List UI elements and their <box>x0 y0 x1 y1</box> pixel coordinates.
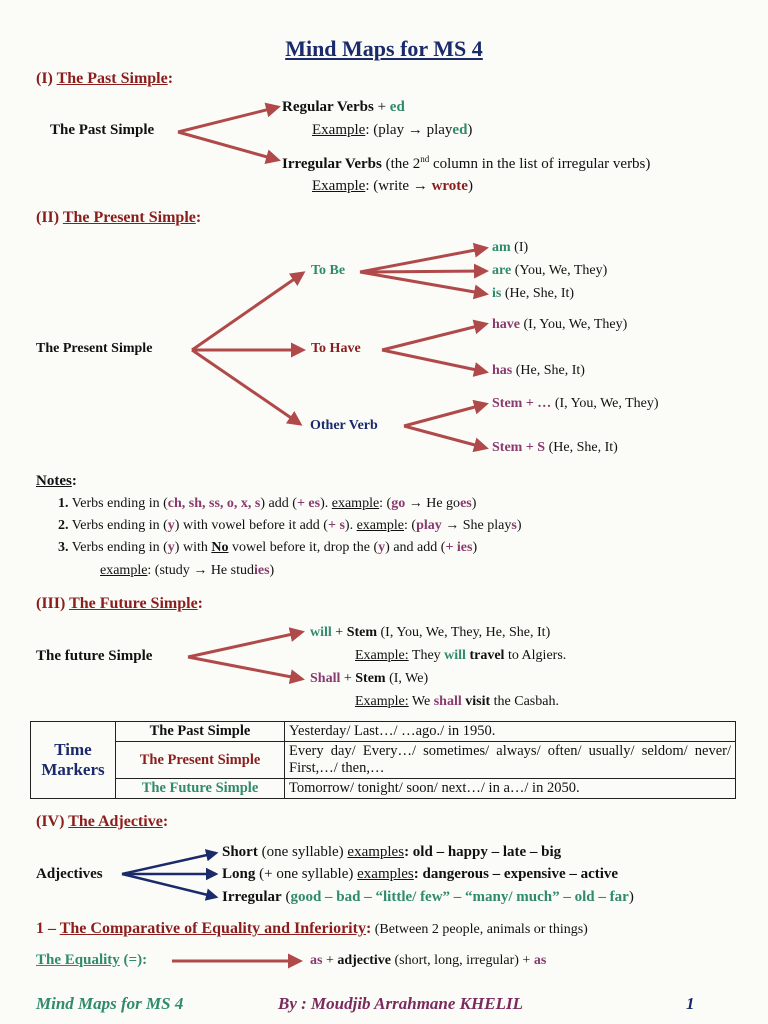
right-arrow-icon: → <box>407 122 423 138</box>
regular-example <box>312 122 472 139</box>
verb-form: is <box>492 286 502 301</box>
note-text: : ( <box>404 518 417 533</box>
example-label: Example: <box>355 694 409 709</box>
shall-node <box>310 671 428 687</box>
pronouns: (He, She, It) <box>512 363 585 378</box>
plus-sign: + <box>331 625 347 640</box>
adjective-type: Irregular <box>222 889 282 905</box>
note-text: ) and add ( <box>385 540 446 555</box>
arrow-irregular-adj <box>122 874 216 897</box>
equality-rule <box>310 953 546 969</box>
section-number: (II) <box>36 209 60 226</box>
right-arrow-icon: → <box>412 178 428 194</box>
future-simple-root: The future Simple <box>36 648 153 664</box>
verb-form: are <box>492 263 512 278</box>
note-text: Verbs ending in ( <box>68 518 168 533</box>
section-past-simple-heading <box>36 70 173 88</box>
arrow-regular <box>178 107 278 132</box>
adjective-examples: : dangerous – expensive – active <box>413 866 619 882</box>
other-verb-node: Other Verb <box>310 418 378 433</box>
pronouns: (He, She, It) <box>545 440 618 455</box>
note-number: 1. <box>58 496 69 511</box>
time-markers-label <box>31 722 116 799</box>
note-highlight: go <box>391 496 406 511</box>
are-node <box>492 263 607 279</box>
note-text: → She play <box>441 518 512 533</box>
section-number: (IV) <box>36 813 65 830</box>
plus-sign: + <box>340 671 356 686</box>
arrow-shall <box>188 657 302 679</box>
will-node <box>310 625 550 641</box>
markers-label: Markers <box>41 760 105 779</box>
as-word: as <box>533 953 547 968</box>
arrow-has <box>382 350 486 372</box>
stem-word: travel <box>469 648 505 663</box>
note-number: 2. <box>58 518 69 533</box>
heading-colon: : <box>197 595 203 612</box>
past-simple-root: The Past Simple <box>50 122 155 138</box>
section-number: (III) <box>36 595 66 612</box>
arrow-am <box>360 248 486 272</box>
pronouns: (I, You, We, They, He, She, It) <box>377 625 551 640</box>
note-2 <box>58 518 522 534</box>
am-node <box>492 240 528 256</box>
irregular-verbs-label: Irregular Verbs <box>282 156 382 172</box>
section-adjective-heading <box>36 813 168 831</box>
arrow-irregular <box>178 132 278 160</box>
markers-cell: Tomorrow/ tonight/ soon/ next…/ in a…/ in 2050. <box>285 779 736 799</box>
example-text: They <box>408 648 445 663</box>
irregular-desc: column in the list of irregular verbs) <box>429 156 651 172</box>
arrow-short <box>122 853 216 874</box>
table-row <box>31 722 736 742</box>
example-text: : (play <box>365 122 408 138</box>
pronouns: (I, You, We, They) <box>551 396 659 411</box>
note-text: He stud <box>207 563 254 578</box>
note-text: ). <box>320 496 332 511</box>
note-text: ) with <box>174 540 212 555</box>
have-node <box>492 317 627 333</box>
comparative-number: 1 – <box>36 920 60 937</box>
tense-cell: The Past Simple <box>116 722 285 742</box>
arrow-to-be <box>192 273 303 350</box>
section-number: (I) <box>36 70 53 87</box>
example-text: play <box>422 122 453 138</box>
note-number: 3. <box>58 540 69 555</box>
section-future-simple-heading <box>36 595 203 613</box>
comparative-note: (Between 2 people, animals or things) <box>371 922 588 937</box>
regular-verbs-node <box>282 99 405 116</box>
markers-cell: Yesterday/ Last…/ …ago./ in 1950. <box>285 722 736 742</box>
footer-author: By : Moudjib Arrahmane KHELIL <box>278 994 523 1013</box>
arrow-stem2 <box>404 426 486 448</box>
arrow-stem1 <box>404 404 486 426</box>
note-text: ) <box>516 518 522 533</box>
example-label: Example <box>312 178 366 194</box>
regular-verbs-label: Regular Verbs <box>282 99 374 115</box>
long-adjective-node <box>222 866 618 883</box>
section-name: The Future Simple <box>69 595 198 612</box>
adjective-desc: ( <box>281 889 291 905</box>
section-name: The Adjective <box>68 813 163 830</box>
table-row <box>31 742 736 779</box>
pronouns: (I, You, We, They) <box>520 317 628 332</box>
adjective-desc: (one syllable) <box>257 844 348 860</box>
adjective-examples: good – bad – “little/ few” – “many/ much” – old – far <box>290 889 629 905</box>
adjective-type: Short <box>222 844 258 860</box>
note-highlight: y <box>167 518 175 533</box>
example-label: Example <box>312 122 366 138</box>
arrow-other-verb <box>192 350 300 424</box>
example-label: examples <box>347 844 405 860</box>
section-name: The Present Simple <box>62 209 196 226</box>
arrow-will <box>188 632 302 657</box>
equality-label <box>36 952 147 969</box>
heading-colon: : <box>195 209 202 226</box>
equality-text: The Equality <box>36 952 120 968</box>
page-title: Mind Maps for MS 4 <box>285 36 483 61</box>
plus-sign: + <box>373 99 390 115</box>
verb-form: Stem + … <box>492 396 552 411</box>
plus-sign: + <box>322 953 338 968</box>
note-highlight: y <box>378 540 386 555</box>
arrow-have <box>382 324 486 350</box>
note-text: Verbs ending in ( <box>68 496 168 511</box>
irregular-example <box>312 178 473 195</box>
note-text: vowel before it, drop the ( <box>228 540 379 555</box>
time-label: Time <box>54 740 92 759</box>
note-highlight: ch, sh, ss, o, x, s <box>167 496 261 511</box>
verb-form: am <box>492 240 511 255</box>
adjective-type: Long <box>222 866 256 882</box>
ordinal-sup: nd <box>420 154 430 164</box>
to-be-node: To Be <box>311 263 346 278</box>
shall-example <box>355 694 559 710</box>
heading-colon: : <box>167 70 174 87</box>
note-highlight: s <box>511 518 517 533</box>
note-3 <box>58 540 477 556</box>
footer-left: Mind Maps for MS 4 <box>36 994 184 1013</box>
verb-form: has <box>492 363 513 378</box>
example-text: to Algiers. <box>504 648 567 663</box>
example-label: example <box>331 496 380 511</box>
note-highlight: y <box>167 540 175 555</box>
to-have-node: To Have <box>311 341 361 356</box>
example-text: the Casbah. <box>490 694 559 709</box>
time-markers-table <box>30 721 736 799</box>
markers-cell: Every day/ Every…/ sometimes/ always/ often/ usually/ seldom/ never/ First,…/ then,… <box>285 742 736 779</box>
rule-text: (short, long, irregular) + <box>391 953 534 968</box>
note-emphasis: No <box>211 540 229 555</box>
stem-s-node <box>492 440 618 456</box>
is-node <box>492 286 574 302</box>
adjective-word: adjective <box>337 953 392 968</box>
adjective-desc: (+ one syllable) <box>255 866 358 882</box>
adjectives-root: Adjectives <box>36 866 103 882</box>
tense-cell: The Present Simple <box>116 742 285 779</box>
table-row <box>31 779 736 799</box>
ed-suffix: ed <box>389 99 405 115</box>
right-arrow-icon: → <box>193 563 208 578</box>
pronouns: (I) <box>510 240 529 255</box>
note-highlight: + s <box>327 518 345 533</box>
comparative-name: The Comparative of Equality and Inferiority <box>59 920 366 937</box>
as-word: as <box>310 953 323 968</box>
irregular-form: wrote <box>427 178 468 194</box>
note-text: ) with vowel before it add ( <box>174 518 328 533</box>
note-highlight: ies <box>253 563 270 578</box>
note-text: ) <box>472 540 478 555</box>
note-1 <box>58 496 476 512</box>
modal-verb: Shall <box>310 671 341 686</box>
note-3-example <box>100 563 274 579</box>
example-label: example <box>356 518 405 533</box>
note-text: ) <box>269 563 275 578</box>
example-text: : (write <box>365 178 413 194</box>
note-highlight: play <box>416 518 442 533</box>
note-highlight: + ies <box>445 540 473 555</box>
adjective-examples: : old – happy – late – big <box>404 844 562 860</box>
verb-form: Stem + S <box>492 440 546 455</box>
section-name: The Past Simple <box>56 70 168 87</box>
note-text: : (study <box>147 563 194 578</box>
adjective-desc: ) <box>628 889 634 905</box>
irregular-verbs-node <box>282 154 650 173</box>
stem-label: Stem <box>355 671 386 686</box>
note-highlight: es <box>460 496 472 511</box>
notes-label: Notes <box>36 473 72 489</box>
note-text: ). <box>344 518 357 533</box>
stem-word: visit <box>465 694 491 709</box>
example-text: ) <box>467 122 473 138</box>
example-text: ) <box>467 178 473 194</box>
equality-symbol: (=): <box>119 952 148 968</box>
verb-form: have <box>492 317 520 332</box>
stem-plural-node <box>492 396 659 412</box>
tense-cell: The Future Simple <box>116 779 285 799</box>
modal-verb: will <box>310 625 332 640</box>
stem-label: Stem <box>346 625 378 640</box>
page-number: 1 <box>686 994 695 1013</box>
has-node <box>492 363 585 379</box>
irregular-desc: (the 2 <box>381 156 421 172</box>
comparative-heading <box>36 920 588 938</box>
example-text: We <box>408 694 434 709</box>
modal-verb: will <box>444 648 466 663</box>
notes-heading <box>36 473 77 490</box>
modal-verb: shall <box>433 694 462 709</box>
present-simple-root: The Present Simple <box>36 341 153 356</box>
irregular-adjective-node <box>222 889 634 906</box>
note-text: ) <box>471 496 477 511</box>
example-label: examples <box>357 866 414 882</box>
example-label: Example: <box>355 648 409 663</box>
note-text: Verbs ending in ( <box>68 540 168 555</box>
note-text: → He go <box>405 496 461 511</box>
pronouns: (You, We, They) <box>511 263 608 278</box>
arrow-is <box>360 272 486 294</box>
example-label: example <box>100 563 148 578</box>
pronouns: (He, She, It) <box>501 286 575 301</box>
heading-colon: : <box>162 813 169 830</box>
heading-colon: : <box>365 920 372 937</box>
ed-suffix: ed <box>452 122 468 138</box>
heading-colon: : <box>71 473 77 489</box>
note-highlight: + es <box>296 496 321 511</box>
section-present-simple-heading <box>36 209 201 227</box>
pronouns: (I, We) <box>385 671 429 686</box>
short-adjective-node <box>222 844 561 861</box>
arrow-are <box>360 271 486 272</box>
note-text: : ( <box>379 496 392 511</box>
will-example <box>355 648 566 664</box>
note-text: ) add ( <box>260 496 297 511</box>
